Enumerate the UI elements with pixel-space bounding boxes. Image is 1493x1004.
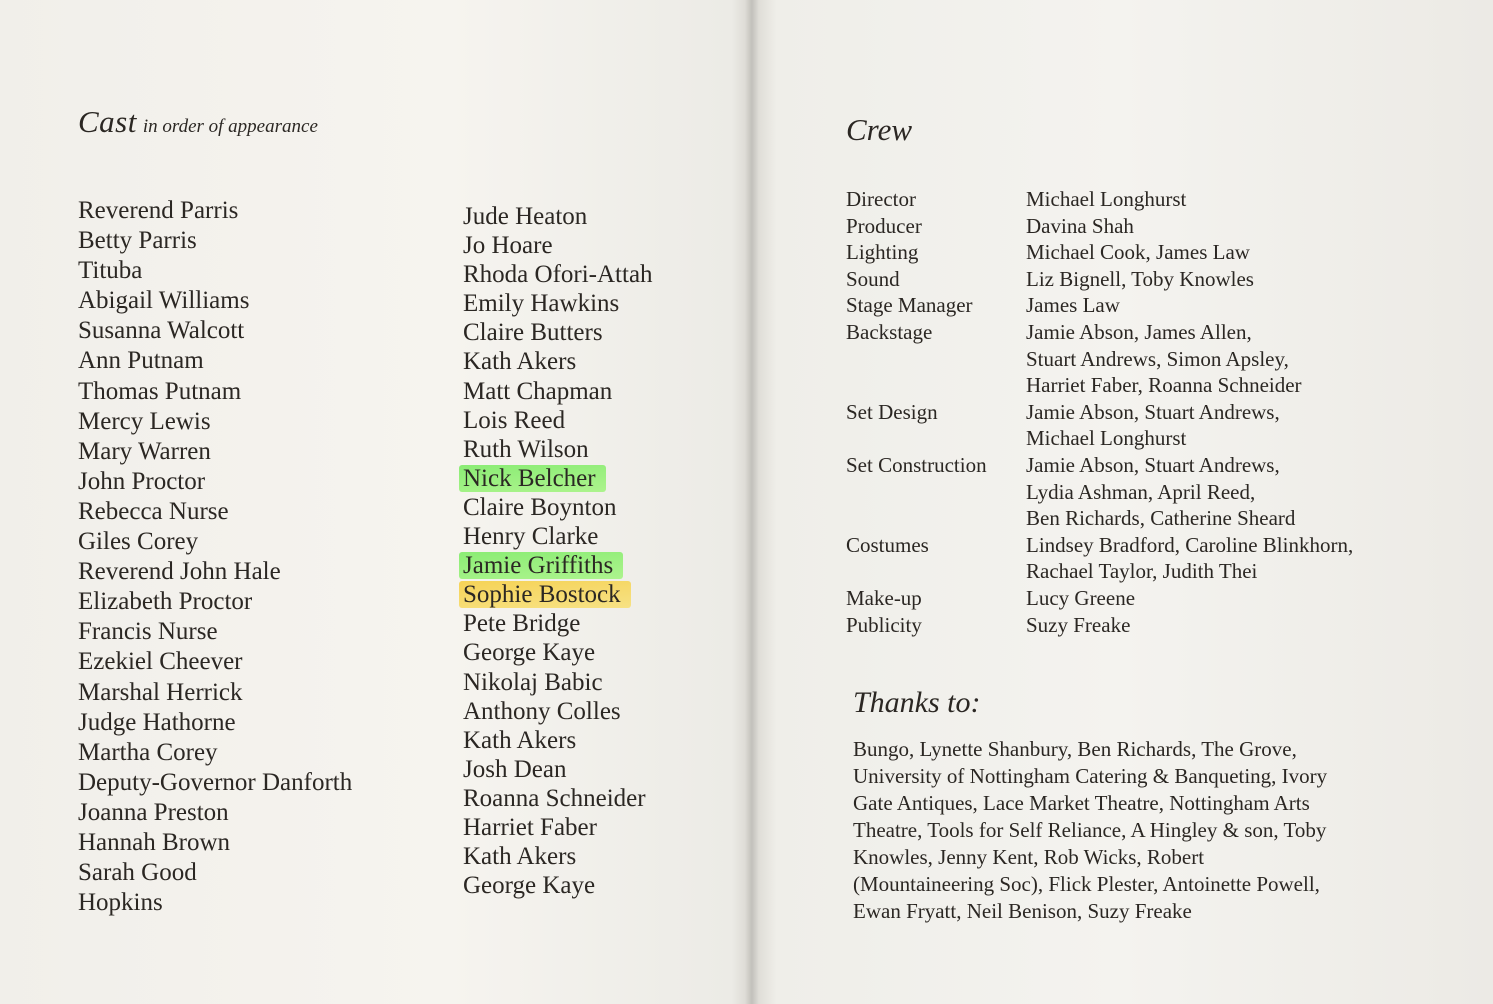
cast-roles-list (78, 196, 352, 918)
actor-item-highlighted (463, 464, 653, 493)
crew-row (846, 399, 1353, 452)
crew-name-line: Lucy Greene (1026, 585, 1136, 610)
crew-name-line: Liz Bignell, Toby Knowles (1026, 266, 1254, 291)
thanks-line: Ewan Fryatt, Neil Benison, Suzy Freake (853, 899, 1192, 923)
role-item: Elizabeth Proctor (78, 588, 253, 616)
actor-item-highlighted (463, 551, 653, 580)
actor-item: Nikolaj Babic (463, 668, 603, 696)
role-item: Abigail Williams (78, 287, 250, 315)
green-highlight: Nick Belcher (459, 465, 606, 492)
actor-item: Kath Akers (463, 843, 577, 871)
crew-name-line: Stuart Andrews, Simon Apsley, (1026, 346, 1289, 371)
cast-subtitle: in order of appearance (142, 116, 318, 137)
actor-item: Josh Dean (463, 755, 567, 783)
crew-table (846, 186, 1353, 638)
actor-item: Rhoda Ofori-Attah (463, 261, 653, 289)
role-item: Judge Hathorne (78, 708, 236, 736)
crew-role: Set Design (846, 399, 938, 424)
actor-item: Emily Hawkins (463, 290, 620, 318)
crew-role: Costumes (846, 532, 929, 557)
crew-name-line: Harriet Faber, Roanna Schneider (1026, 373, 1302, 398)
crew-name-line: Lindsey Bradford, Caroline Blinkhorn, (1026, 532, 1354, 557)
crew-role: Sound (846, 266, 900, 291)
role-item: Tituba (78, 257, 143, 285)
crew-row (846, 292, 1353, 319)
page-fold (745, 0, 759, 1004)
role-item: Ezekiel Cheever (78, 648, 243, 676)
role-item: Reverend John Hale (78, 558, 281, 586)
role-item: Marshal Herrick (78, 678, 243, 706)
role-item: Joanna Preston (78, 798, 229, 826)
green-highlight: Jamie Griffiths (459, 552, 623, 579)
crew-row (846, 213, 1353, 240)
crew-name-line: Michael Longhurst (1026, 187, 1187, 211)
role-item: Rebecca Nurse (78, 497, 229, 525)
actor-item: Henry Clarke (463, 523, 599, 551)
cast-actors-list (463, 202, 653, 900)
crew-name-line: Jamie Abson, Stuart Andrews, (1026, 399, 1280, 424)
crew-row (846, 239, 1353, 266)
role-item: Reverend Parris (78, 197, 239, 224)
role-item: Martha Corey (78, 738, 218, 766)
crew-row (846, 532, 1353, 585)
actor-item: Anthony Colles (463, 697, 621, 725)
crew-name-line: Lydia Ashman, April Reed, (1026, 479, 1256, 504)
crew-role: Backstage (846, 319, 933, 344)
role-item: Ann Putnam (78, 347, 204, 375)
actor-item: George Kaye (463, 872, 596, 900)
role-item: Thomas Putnam (78, 377, 242, 405)
crew-role: Lighting (846, 240, 919, 265)
actor-item: Kath Akers (463, 726, 577, 754)
role-item: Hopkins (78, 889, 163, 917)
thanks-line: Theatre, Tools for Self Reliance, A Hingley & son, Toby (853, 818, 1327, 842)
yellow-highlight: Sophie Bostock (459, 581, 631, 608)
thanks-line: Knowles, Jenny Kent, Rob Wicks, Robert (853, 845, 1205, 869)
actor-item: Ruth Wilson (463, 435, 589, 463)
crew-name-line: Rachael Taylor, Judith Thei (1026, 559, 1258, 584)
crew-row (846, 266, 1353, 293)
actor-item: Kath Akers (463, 348, 577, 376)
actor-item: Claire Boynton (463, 493, 617, 521)
crew-role: Director (846, 187, 916, 211)
crew-name-line: Suzy Freake (1026, 612, 1131, 637)
thanks-body (853, 736, 1453, 925)
role-item: John Proctor (78, 467, 206, 495)
actor-item-highlighted (463, 580, 653, 609)
role-item: Sarah Good (78, 859, 197, 887)
crew-name-line: James Law (1026, 293, 1120, 318)
thanks-line: (Mountaineering Soc), Flick Plester, Antoinette Powell, (853, 872, 1320, 896)
crew-row (846, 612, 1353, 639)
crew-role: Producer (846, 213, 922, 238)
crew-name-line: Michael Cook, James Law (1026, 240, 1250, 265)
actor-item: Roanna Schneider (463, 784, 646, 812)
actor-item: George Kaye (463, 639, 596, 667)
crew-heading: Crew (846, 112, 913, 147)
crew-name-line: Jamie Abson, James Allen, (1026, 319, 1252, 344)
crew-name-line: Jamie Abson, Stuart Andrews, (1026, 452, 1280, 477)
crew-name-line: Michael Longhurst (1026, 426, 1187, 451)
crew-role: Make-up (846, 585, 922, 610)
actor-item: Harriet Faber (463, 813, 597, 841)
cast-heading (78, 104, 318, 140)
role-item: Mercy Lewis (78, 407, 211, 435)
role-item: Mary Warren (78, 437, 211, 465)
role-item: Susanna Walcott (78, 317, 245, 345)
crew-row (846, 452, 1353, 532)
crew-row (846, 319, 1353, 399)
thanks-heading: Thanks to: (853, 686, 981, 719)
crew-role: Set Construction (846, 452, 987, 477)
role-item: Francis Nurse (78, 618, 218, 646)
role-item: Deputy-Governor Danforth (78, 768, 353, 796)
crew-row (846, 186, 1353, 213)
crew-name-line: Davina Shah (1026, 213, 1134, 238)
role-item: Hannah Brown (78, 828, 231, 856)
role-item: Giles Corey (78, 528, 199, 556)
actor-item: Jude Heaton (463, 203, 588, 230)
crew-role: Stage Manager (846, 293, 973, 318)
actor-item: Lois Reed (463, 406, 566, 434)
actor-item: Matt Chapman (463, 377, 613, 405)
role-item: Betty Parris (78, 227, 197, 255)
crew-name-line: Ben Richards, Catherine Sheard (1026, 506, 1296, 531)
thanks-line: Bungo, Lynette Shanbury, Ben Richards, The Grove, (853, 737, 1297, 761)
actor-item: Claire Butters (463, 319, 603, 347)
thanks-line: University of Nottingham Catering & Banqueting, Ivory (853, 764, 1328, 788)
cast-title: Cast (78, 104, 137, 139)
actor-item: Jo Hoare (463, 232, 553, 260)
thanks-line: Gate Antiques, Lace Market Theatre, Nottingham Arts (853, 791, 1310, 815)
actor-item: Pete Bridge (463, 610, 581, 638)
crew-row (846, 585, 1353, 612)
crew-role: Publicity (846, 612, 922, 637)
